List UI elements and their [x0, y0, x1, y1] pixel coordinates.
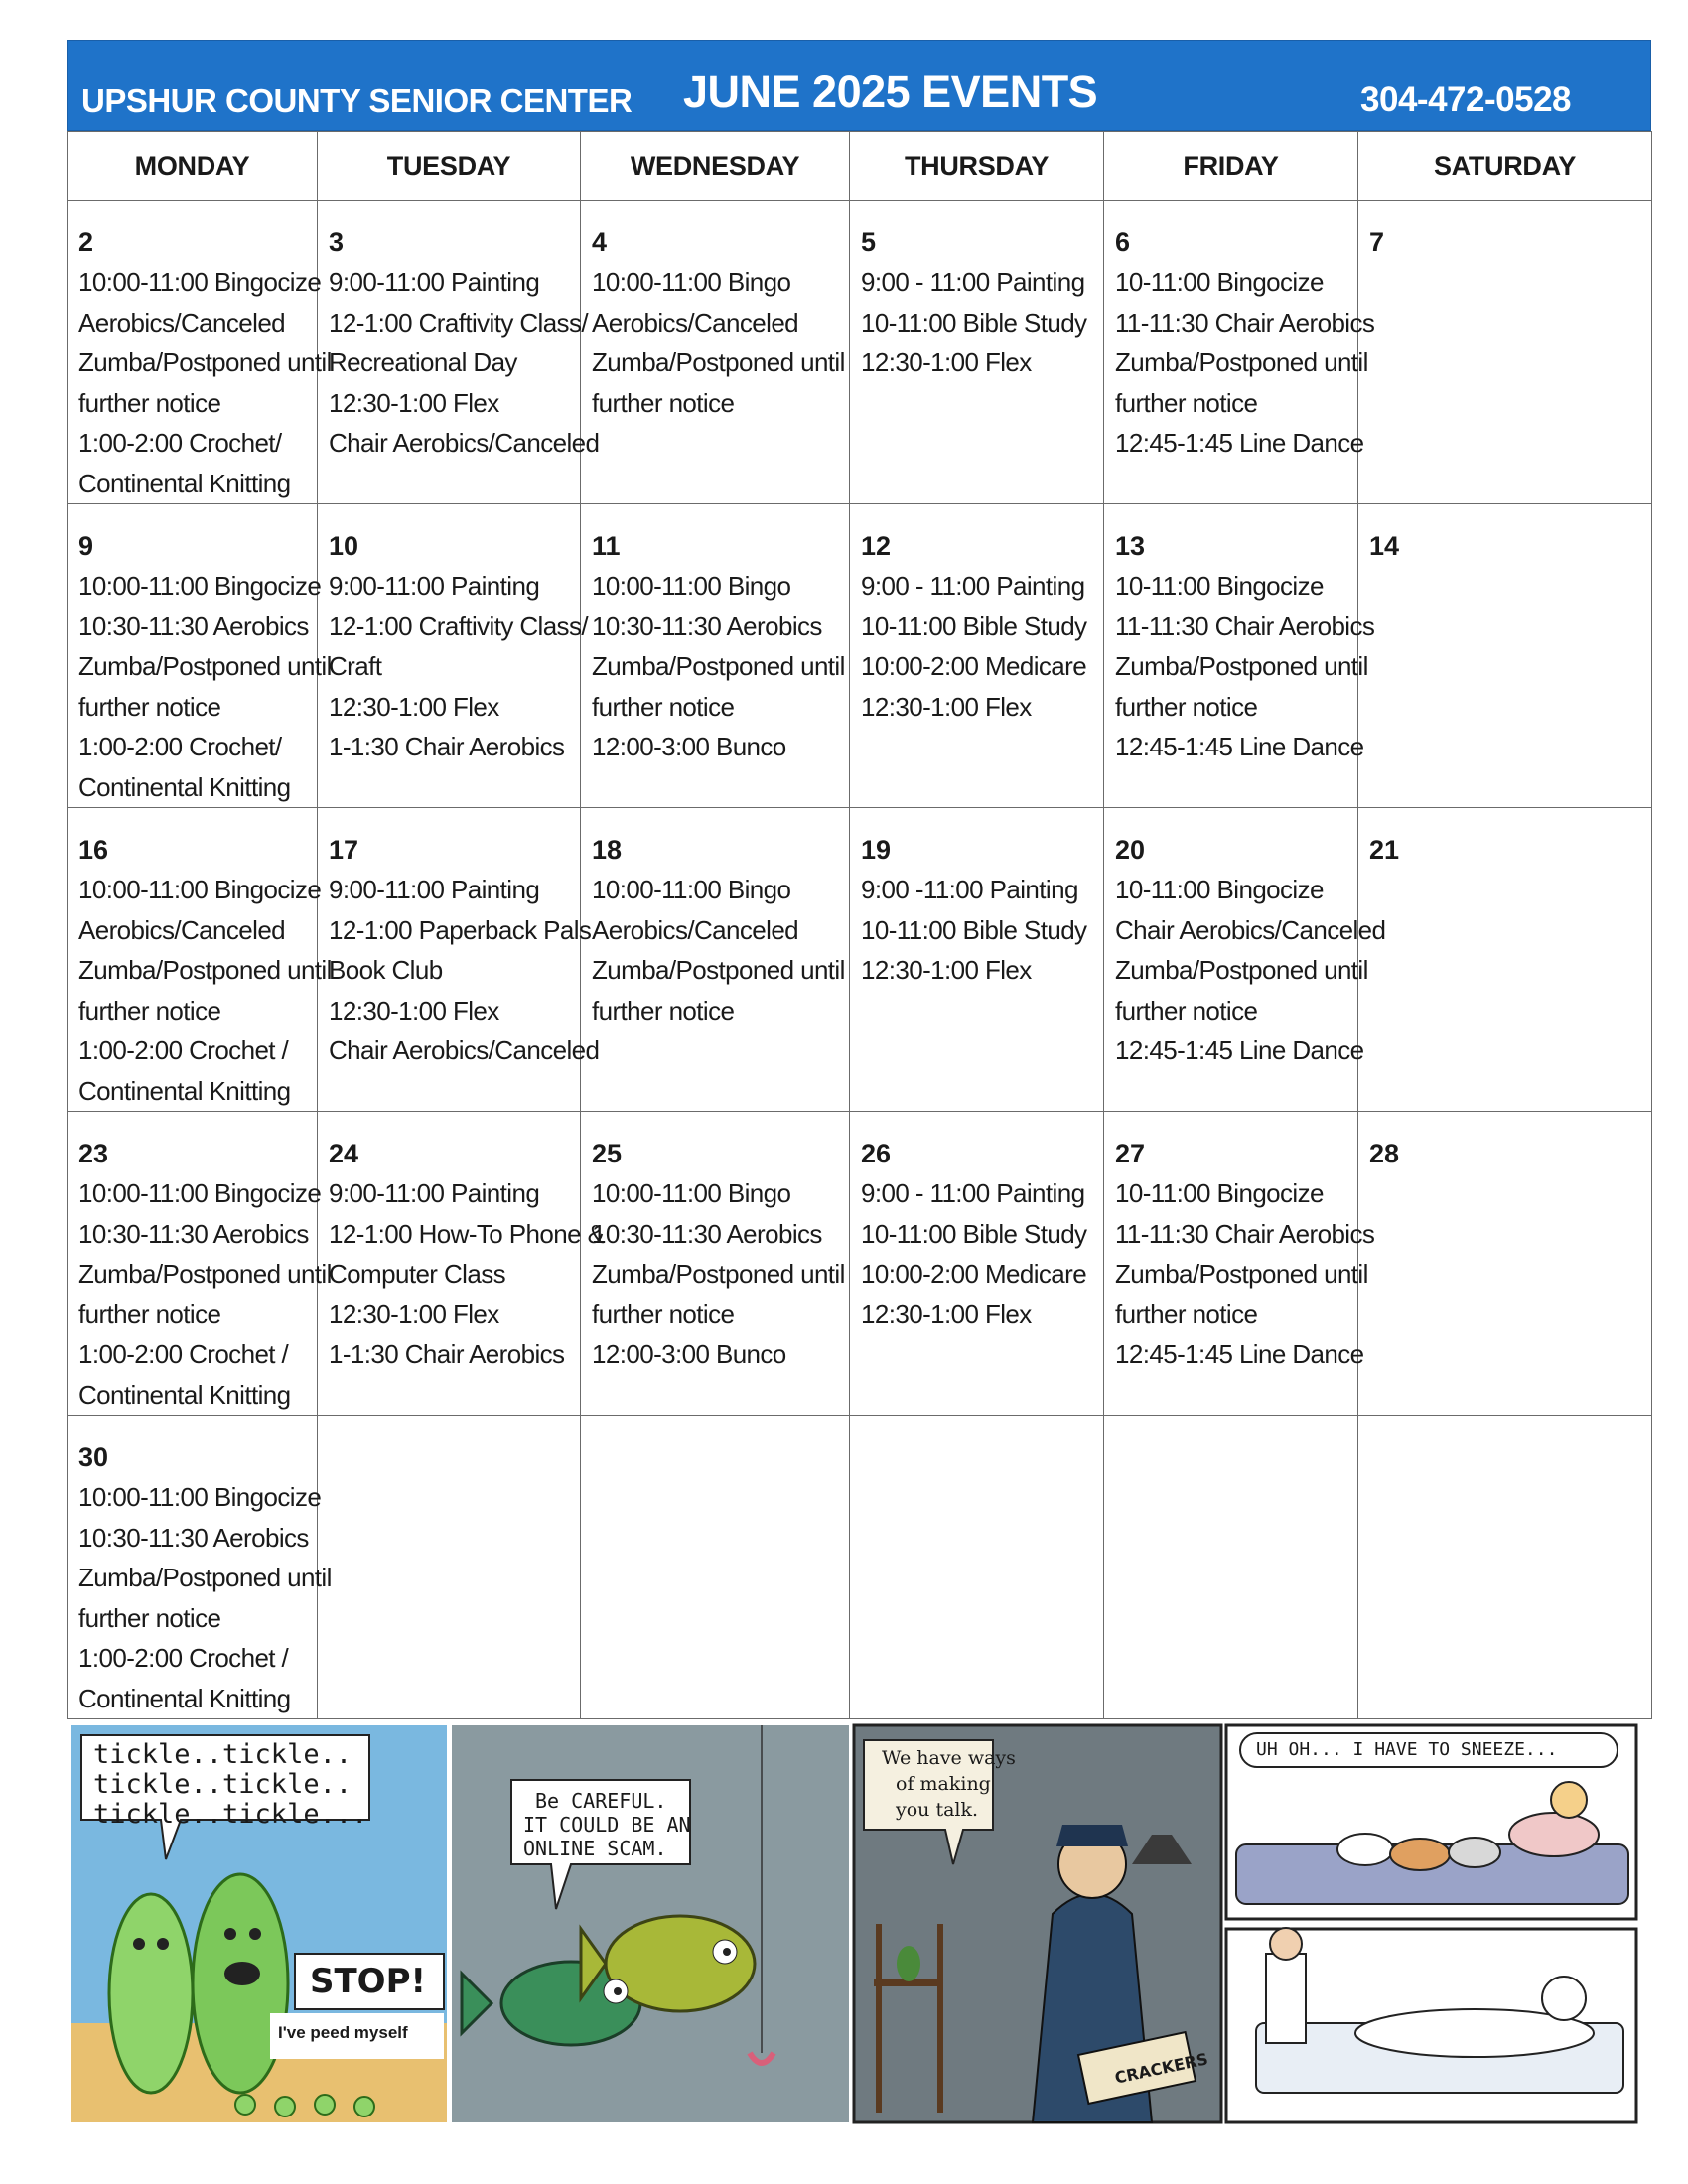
- weekday-header-thursday: THURSDAY: [850, 132, 1104, 201]
- event-line: Zumba/Postponed until: [1115, 651, 1368, 681]
- weekday-header-monday: MONDAY: [68, 132, 318, 201]
- day-number: 16: [78, 835, 109, 865]
- calendar-week-row: [68, 1416, 1652, 1719]
- event-line: further notice: [78, 691, 221, 722]
- event-line: Aerobics/Canceled: [78, 914, 286, 945]
- event-line: Craft: [329, 651, 382, 681]
- calendar-empty-cell: [1358, 1416, 1652, 1719]
- event-line: 12:30-1:00 Flex: [329, 1298, 499, 1329]
- event-line: Zumba/Postponed until: [1115, 1259, 1368, 1289]
- event-line: 10:00-11:00 Bingocize: [78, 267, 322, 297]
- event-line: further notice: [592, 691, 735, 722]
- weekday-header-tuesday: TUESDAY: [318, 132, 581, 201]
- day-number: 4: [592, 227, 608, 257]
- day-number: 23: [78, 1139, 109, 1168]
- event-line: 9:00-11:00 Painting: [329, 875, 540, 904]
- event-line: 1-1:30 Chair Aerobics: [329, 732, 565, 761]
- fish-comic: [452, 1725, 849, 2122]
- event-line: 12-1:00 Craftivity Class/: [329, 611, 588, 641]
- event-line: Continental Knitting: [78, 1379, 291, 1410]
- event-line: 9:00 -11:00 Painting: [861, 875, 1078, 904]
- parrot-speech-line-1: We have ways: [882, 1747, 1016, 1769]
- event-line: 9:00 - 11:00 Painting: [861, 1178, 1085, 1208]
- event-line: Continental Knitting: [78, 468, 291, 498]
- pickles-caption: I've peed myself: [278, 2023, 408, 2042]
- event-line: Zumba/Postponed until: [78, 1259, 332, 1289]
- day-number: 17: [329, 835, 359, 865]
- event-line: further notice: [592, 387, 735, 418]
- event-line: 10-11:00 Bible Study: [861, 307, 1087, 338]
- event-line: 10:30-11:30 Aerobics: [78, 611, 309, 641]
- calendar-day-cell-16: [68, 808, 332, 1112]
- day-number: 13: [1115, 531, 1146, 561]
- event-line: 1-1:30 Chair Aerobics: [329, 1339, 565, 1369]
- sneeze-speech: UH OH... I HAVE TO SNEEZE...: [1256, 1739, 1558, 1760]
- event-line: 12:30-1:00 Flex: [329, 691, 499, 722]
- event-line: Zumba/Postponed until: [78, 955, 332, 985]
- calendar-weeks: [68, 201, 1652, 1719]
- event-line: 12:30-1:00 Flex: [329, 387, 499, 418]
- day-number: 26: [861, 1139, 892, 1168]
- calendar-day-cell-10: [318, 504, 588, 808]
- weekday-header-wednesday: WEDNESDAY: [581, 132, 850, 201]
- calendar-week-row: [68, 1112, 1652, 1416]
- event-line: 10:00-11:00 Bingo: [592, 875, 791, 904]
- day-number: 2: [78, 227, 94, 257]
- event-line: further notice: [1115, 1298, 1258, 1329]
- event-line: 10:00-11:00 Bingo: [592, 267, 791, 297]
- event-line: Aerobics/Canceled: [78, 307, 286, 338]
- calendar-day-cell-17: [318, 808, 600, 1112]
- event-line: Book Club: [329, 955, 443, 985]
- event-line: further notice: [78, 995, 221, 1025]
- event-line: further notice: [1115, 691, 1258, 722]
- day-number: 28: [1369, 1139, 1400, 1168]
- event-line: 10-11:00 Bingocize: [1115, 875, 1324, 904]
- pickles-comic: [71, 1725, 447, 2122]
- parrot-speech-line-2: of making: [896, 1773, 991, 1795]
- event-line: further notice: [78, 387, 221, 418]
- event-line: 9:00 - 11:00 Painting: [861, 267, 1085, 297]
- event-line: 12:45-1:45 Line Dance: [1115, 1035, 1364, 1065]
- event-line: 10:30-11:30 Aerobics: [78, 1218, 309, 1249]
- calendar-day-cell-23: [68, 1112, 332, 1416]
- calendar-day-cell-6: [1104, 201, 1375, 504]
- day-number: 24: [329, 1139, 359, 1168]
- event-line: Zumba/Postponed until: [78, 347, 332, 377]
- event-line: Chair Aerobics/Canceled: [329, 428, 600, 458]
- event-line: Zumba/Postponed until: [592, 347, 845, 377]
- calendar-day-cell-2: [68, 201, 332, 504]
- calendar-day-cell-4: [581, 201, 850, 504]
- day-number: 18: [592, 835, 623, 865]
- pickles-speech-line-2: tickle..tickle..: [93, 1769, 352, 1800]
- day-number: 3: [329, 227, 345, 257]
- phone-number[interactable]: 304-472-0528: [1360, 80, 1571, 119]
- event-line: Continental Knitting: [78, 771, 291, 802]
- calendar-day-cell-27: [1104, 1112, 1375, 1416]
- event-line: 12:30-1:00 Flex: [861, 955, 1032, 985]
- event-line: 10:00-11:00 Bingocize: [78, 1178, 322, 1208]
- event-line: 1:00-2:00 Crochet/: [78, 732, 282, 761]
- calendar-day-cell-26: [850, 1112, 1104, 1416]
- calendar-header: [67, 40, 1651, 131]
- event-line: 9:00-11:00 Painting: [329, 571, 540, 601]
- event-line: Zumba/Postponed until: [78, 1563, 332, 1592]
- event-line: 1:00-2:00 Crochet /: [78, 1339, 289, 1369]
- event-line: further notice: [78, 1298, 221, 1329]
- event-line: 11-11:30 Chair Aerobics: [1115, 1218, 1375, 1249]
- event-line: 10-11:00 Bingocize: [1115, 571, 1324, 601]
- event-line: 10-11:00 Bible Study: [861, 1218, 1087, 1249]
- event-line: 12:45-1:45 Line Dance: [1115, 732, 1364, 761]
- calendar-day-cell-18: [581, 808, 850, 1112]
- calendar: [67, 40, 1651, 1719]
- event-line: 10:00-2:00 Medicare: [861, 651, 1087, 681]
- event-line: further notice: [78, 1602, 221, 1633]
- day-number: 6: [1115, 227, 1131, 257]
- event-line: 1:00-2:00 Crochet /: [78, 1035, 289, 1065]
- calendar-day-cell-30: [68, 1416, 332, 1719]
- day-number: 11: [592, 531, 621, 561]
- comic-strip-row: [71, 1725, 1650, 2122]
- event-line: Zumba/Postponed until: [1115, 955, 1368, 985]
- event-line: 12:00-3:00 Bunco: [592, 732, 786, 761]
- day-number: 20: [1115, 835, 1146, 865]
- calendar-day-cell-7: [1358, 201, 1652, 504]
- event-line: Zumba/Postponed until: [592, 955, 845, 985]
- event-line: Chair Aerobics/Canceled: [329, 1035, 600, 1065]
- day-number: 25: [592, 1139, 623, 1168]
- event-line: further notice: [592, 1298, 735, 1329]
- sneeze-comic: [1226, 1725, 1636, 2122]
- event-line: 10:00-11:00 Bingocize: [78, 571, 322, 601]
- fish-speech-line-3: ONLINE SCAM.: [523, 1837, 667, 1860]
- event-line: 9:00 - 11:00 Painting: [861, 571, 1085, 601]
- day-number: 9: [78, 531, 94, 561]
- pickles-speech-line-3: tickle..tickle...: [93, 1799, 368, 1830]
- event-line: 10-11:00 Bingocize: [1115, 1178, 1324, 1208]
- sneeze-comic-illustration: [1226, 1725, 1636, 2122]
- calendar-day-cell-28: [1358, 1112, 1652, 1416]
- day-number: 7: [1369, 227, 1385, 257]
- calendar-empty-cell: [581, 1416, 850, 1719]
- day-number: 12: [861, 531, 892, 561]
- calendar-week-row: [68, 504, 1652, 808]
- event-line: Zumba/Postponed until: [78, 651, 332, 681]
- calendar-title: JUNE 2025 EVENTS: [683, 67, 1098, 117]
- calendar-empty-cell: [318, 1416, 581, 1719]
- weekday-header-saturday: SATURDAY: [1358, 132, 1652, 201]
- event-line: 12-1:00 Craftivity Class/: [329, 307, 588, 338]
- event-line: Chair Aerobics/Canceled: [1115, 914, 1386, 945]
- event-line: 1:00-2:00 Crochet/: [78, 428, 282, 458]
- fish-speech-line-1: Be CAREFUL.: [535, 1789, 667, 1813]
- day-number: 10: [329, 531, 359, 561]
- calendar-day-cell-24: [318, 1112, 605, 1416]
- day-number: 19: [861, 835, 892, 865]
- calendar-empty-cell: [1104, 1416, 1358, 1719]
- calendar-empty-cell: [850, 1416, 1104, 1719]
- event-line: 10:00-11:00 Bingo: [592, 1178, 791, 1208]
- fish-comic-illustration: [452, 1725, 849, 2122]
- pickles-speech-line-1: tickle..tickle..: [93, 1739, 352, 1770]
- calendar-day-cell-12: [850, 504, 1104, 808]
- event-line: 11-11:30 Chair Aerobics: [1115, 611, 1375, 641]
- pickles-stop-text: STOP!: [310, 1962, 427, 2001]
- event-line: 12:45-1:45 Line Dance: [1115, 428, 1364, 458]
- event-line: 12-1:00 How-To Phone &: [329, 1218, 605, 1249]
- calendar-day-cell-21: [1358, 808, 1652, 1112]
- crackers-box-label: CRACKERS: [1113, 2049, 1210, 2088]
- calendar-day-cell-14: [1358, 504, 1652, 808]
- parrot-comic: [854, 1725, 1221, 2122]
- event-line: Zumba/Postponed until: [592, 1259, 845, 1289]
- day-number: 5: [861, 227, 877, 257]
- event-line: 10-11:00 Bible Study: [861, 914, 1087, 945]
- calendar-day-cell-11: [581, 504, 850, 808]
- event-line: further notice: [1115, 995, 1258, 1025]
- event-line: 10:00-11:00 Bingocize: [78, 1482, 322, 1512]
- event-line: 9:00-11:00 Painting: [329, 1178, 540, 1208]
- weekday-header-friday: FRIDAY: [1104, 132, 1358, 201]
- event-line: further notice: [1115, 387, 1258, 418]
- event-line: 12:30-1:00 Flex: [861, 691, 1032, 722]
- event-line: Aerobics/Canceled: [592, 914, 799, 945]
- day-number: 14: [1369, 531, 1400, 561]
- calendar-day-cell-3: [318, 201, 600, 504]
- event-line: 12:30-1:00 Flex: [861, 347, 1032, 377]
- event-line: Aerobics/Canceled: [592, 307, 799, 338]
- day-number: 21: [1369, 835, 1400, 865]
- event-line: 10:30-11:30 Aerobics: [592, 611, 822, 641]
- day-number: 27: [1115, 1139, 1146, 1168]
- event-line: 11-11:30 Chair Aerobics: [1115, 307, 1375, 338]
- event-line: 12-1:00 Paperback Pals: [329, 914, 592, 945]
- event-line: 12:30-1:00 Flex: [329, 995, 499, 1025]
- day-number: 30: [78, 1442, 109, 1472]
- event-line: 12:00-3:00 Bunco: [592, 1339, 786, 1369]
- event-line: 10-11:00 Bingocize: [1115, 267, 1324, 297]
- calendar-day-cell-25: [581, 1112, 850, 1416]
- calendar-week-row: [68, 808, 1652, 1112]
- event-line: 10:30-11:30 Aerobics: [592, 1218, 822, 1249]
- event-line: Continental Knitting: [78, 1075, 291, 1106]
- calendar-day-cell-13: [1104, 504, 1375, 808]
- calendar-day-cell-19: [850, 808, 1104, 1112]
- event-line: Continental Knitting: [78, 1683, 291, 1713]
- parrot-speech-line-3: you talk.: [896, 1799, 979, 1821]
- calendar-week-row: [68, 201, 1652, 504]
- event-line: 10:30-11:30 Aerobics: [78, 1522, 309, 1553]
- event-line: 10:00-11:00 Bingo: [592, 571, 791, 601]
- event-line: 10:00-2:00 Medicare: [861, 1259, 1087, 1289]
- calendar-day-cell-9: [68, 504, 332, 808]
- event-line: Recreational Day: [329, 347, 517, 377]
- event-line: 9:00-11:00 Painting: [329, 267, 540, 297]
- event-line: 10-11:00 Bible Study: [861, 611, 1087, 641]
- event-line: further notice: [592, 995, 735, 1025]
- calendar-grid: [67, 131, 1652, 1719]
- event-line: Computer Class: [329, 1259, 505, 1289]
- event-line: Zumba/Postponed until: [1115, 347, 1368, 377]
- fish-speech-line-2: IT COULD BE AN: [523, 1813, 691, 1837]
- calendar-day-cell-5: [850, 201, 1104, 504]
- event-line: 12:45-1:45 Line Dance: [1115, 1339, 1364, 1369]
- event-line: Zumba/Postponed until: [592, 651, 845, 681]
- weekday-header-row: [68, 132, 1652, 201]
- event-line: 1:00-2:00 Crochet /: [78, 1643, 289, 1673]
- event-line: 10:00-11:00 Bingocize: [78, 875, 322, 904]
- event-line: 12:30-1:00 Flex: [861, 1298, 1032, 1329]
- organization-name: UPSHUR COUNTY SENIOR CENTER: [81, 82, 633, 119]
